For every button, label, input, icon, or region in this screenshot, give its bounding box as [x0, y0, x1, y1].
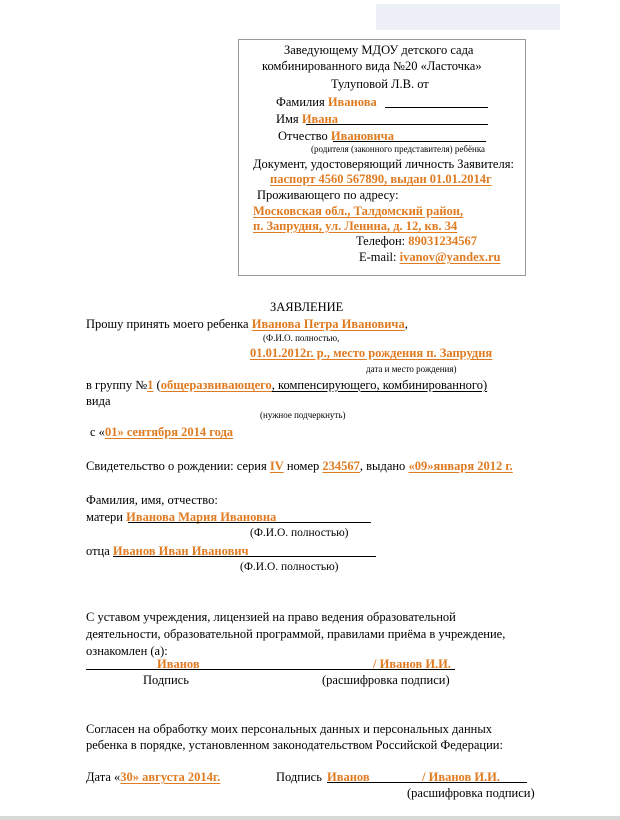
- date-value: 30» августа 2014г.: [120, 770, 221, 784]
- birth-cert-series: IV: [269, 459, 284, 473]
- name-label: Имя: [276, 112, 299, 126]
- parents-label: Фамилия, имя, отчество:: [86, 493, 218, 507]
- charter-line-1: С уставом учреждения, лицензией на право ведения образовательной: [86, 610, 456, 624]
- email-row: [359, 250, 501, 264]
- signature-2-decode: / Иванов И.И.: [422, 770, 501, 784]
- document-label: Документ, удостоверяющий личность Заявителя:: [253, 157, 514, 171]
- signature-2: Иванов: [327, 770, 370, 784]
- request-row: [86, 317, 408, 331]
- group-types-rest: , компенсирующего, комбинированного): [271, 378, 488, 392]
- date-label: Дата «: [86, 770, 121, 784]
- signature-2-decode-label: (расшифровка подписи): [407, 786, 535, 800]
- address-line-2: п. Запрудня, ул. Ленина, д. 12, кв. 34: [253, 219, 458, 233]
- mother-note: (Ф.И.О. полностью): [250, 527, 349, 539]
- signature-2-underline: [327, 782, 527, 783]
- group-open: (: [156, 378, 161, 392]
- start-prefix: с «: [90, 425, 105, 439]
- parent-note: (родителя (законного представителя) ребёнка: [311, 144, 486, 154]
- signature-1-underline: [86, 669, 455, 670]
- surname-underline: [385, 107, 488, 108]
- header-line-1: Заведующему МДОУ детского сада: [284, 43, 474, 57]
- email-label: E-mail:: [359, 250, 397, 264]
- child-name-suffix: ,: [404, 317, 408, 331]
- request-prefix: Прошу принять моего ребенка: [86, 317, 249, 331]
- phone-value: 89031234567: [408, 234, 478, 248]
- underline-note: (нужное подчеркнуть): [260, 410, 346, 420]
- signature-2-label: Подпись: [276, 770, 322, 784]
- consent-line-1: Согласен на обработку моих персональных данных и персональных данных: [86, 722, 492, 736]
- group-prefix: в группу №: [86, 378, 148, 392]
- address-label: Проживающего по адресу:: [257, 188, 399, 202]
- mother-value: Иванова Мария Ивановна: [126, 510, 277, 524]
- patronymic-value: Ивановича: [330, 129, 394, 143]
- header-line-3: Тулуповой Л.В. от: [331, 77, 429, 91]
- statement-title: ЗАЯВЛЕНИЕ: [270, 300, 344, 314]
- surname-value: Иванова: [327, 95, 377, 109]
- birth-cert-row: [86, 459, 513, 473]
- father-underline: [113, 556, 376, 557]
- father-label: отца: [86, 544, 110, 558]
- signature-1-label: Подпись: [143, 673, 189, 687]
- charter-line-2: деятельности, образовательной программой, правилами приёма в учреждение,: [86, 627, 506, 641]
- group-row: [86, 378, 487, 392]
- signature-1-decode-label: (расшифровка подписи): [322, 673, 450, 687]
- birth-cert-issued: , выдано: [359, 459, 406, 473]
- patronymic-underline: [333, 141, 486, 142]
- top-highlight-band: [376, 4, 560, 30]
- group-suffix: вида: [86, 394, 111, 408]
- group-type-selected: общеразвивающего: [160, 378, 272, 392]
- phone-label: Телефон:: [356, 234, 406, 248]
- date-row: [86, 770, 220, 784]
- father-note: (Ф.И.О. полностью): [240, 561, 339, 573]
- mother-label: матери: [86, 510, 123, 524]
- header-line-2: комбинированного вида №20 «Ласточка»: [262, 59, 482, 73]
- surname-row: [276, 95, 377, 109]
- signature-1-decode: / Иванов И.И.: [373, 657, 452, 671]
- signature-1: Иванов: [157, 657, 200, 671]
- surname-label: Фамилия: [276, 95, 325, 109]
- fio-full-note: (Ф.И.О. полностью,: [263, 333, 340, 343]
- father-value: Иванов Иван Иванович: [112, 544, 249, 558]
- page-bottom-edge: [0, 816, 620, 820]
- name-value: Ивана: [301, 112, 338, 126]
- name-underline: [306, 124, 488, 125]
- child-name: Иванова Петра Ивановича: [251, 317, 405, 331]
- birth-note: дата и место рождения): [366, 364, 457, 374]
- group-number: 1: [147, 378, 154, 392]
- document-value: паспорт 4560 567890, выдан 01.01.2014г: [270, 172, 492, 186]
- phone-row: [356, 234, 477, 248]
- patronymic-label: Отчество: [278, 129, 328, 143]
- consent-line-2: ребенка в порядке, установленном законодательством Российской Федерации:: [86, 738, 503, 752]
- mother-underline: [128, 522, 371, 523]
- start-row: [90, 425, 233, 439]
- birth-cert-date: «09»января 2012 г.: [408, 459, 513, 473]
- birth-cert-text: Свидетельство о рождении: серия: [86, 459, 267, 473]
- email-value: ivanov@yandex.ru: [399, 250, 501, 264]
- start-value: 01» сентября 2014 года: [104, 425, 234, 439]
- birth-cert-number-label: номер: [286, 459, 320, 473]
- birth-cert-number: 234567: [322, 459, 360, 473]
- address-line-1: Московская обл., Талдомский район,: [253, 204, 464, 218]
- charter-line-3: ознакомлен (а):: [86, 644, 168, 658]
- birth-value: 01.01.2012г. р., место рождения п. Запрудня: [250, 346, 493, 360]
